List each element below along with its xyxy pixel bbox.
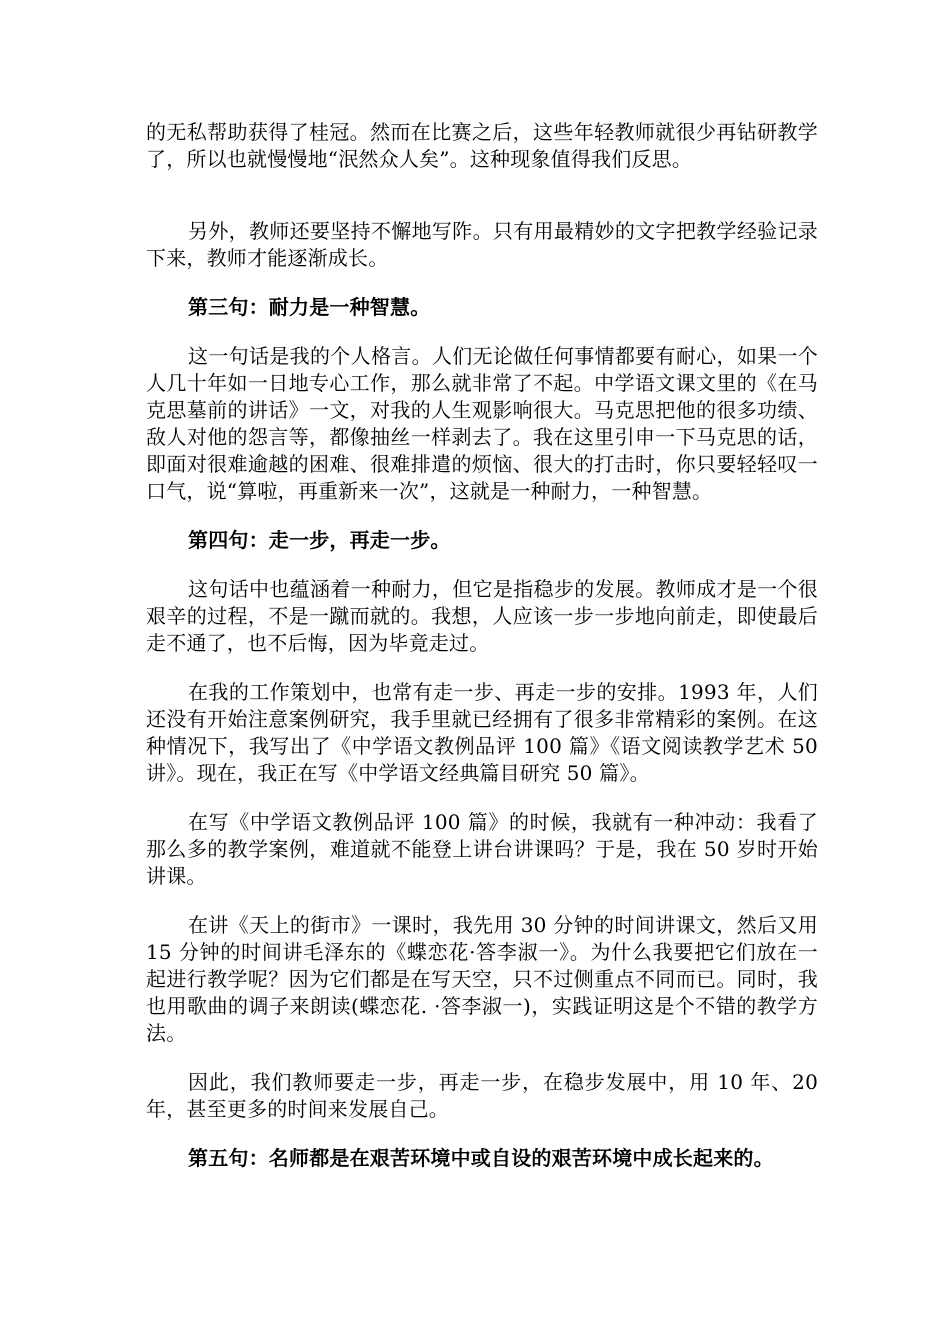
document-page [146,119,818,1172]
paragraph-steady-progress: 这句话中也蕴涵着一种耐力，但它是指稳步的发展。教师成才是一个很艰辛的过程，不是一蹴而就的。我想，人应该一步一步地向前走，即使最后走不通了，也不后悔，因为毕竟走过。 [146,577,818,655]
paragraph-work-plan: 在我的工作策划中，也常有走一步、再走一步的安排。1993 年，人们还没有开始注意案例研究，我手里就已经拥有了很多非常精彩的案例。在这种情况下，我写出了《中学语文教例品评 100 篇》《语文阅读教学艺术 50 讲》。现在，我正在写《中学语文经典篇目研究 50 篇》。 [146,680,818,785]
paragraph-start-teaching: 在写《中学语文教例品评 100 篇》的时候，我就有一种冲动：我看了那么多的教学案例，难道就不能登上讲台讲课吗？于是，我在 50 岁时开始讲课。 [146,810,818,888]
heading-fifth-sentence: 第五句：名师都是在艰苦环境中或自设的艰苦环境中成长起来的。 [188,1146,774,1170]
paragraph-lesson-example: 在讲《天上的街市》一课时，我先用 30 分钟的时间讲课文，然后又用 15 分钟的时间讲毛泽东的《蝶恋花·答李淑一》。为什么我要把它们放在一起进行教学呢？因为它们都是在写天空，只不过侧重点不同而已。同时，我也用歌曲的调子来朗读(蝶恋花. ·答李淑一)，实践证明这是个不错的教学方法。 [146,913,818,1045]
paragraph-patience: 这一句话是我的个人格言。人们无论做任何事情都要有耐心，如果一个人几十年如一日地专心工作，那么就非常了不起。中学语文课文里的《在马克思墓前的讲话》一文，对我的人生观影响很大。马克思把他的很多功绩、敌人对他的怨言等，都像抽丝一样剥去了。我在这里引申一下马克思的话，即面对很难逾越的困难、很难排遣的烦恼、很大的打击时，你只要轻轻叹一口气，说“算啦，再重新来一次”，这就是一种耐力，一种智慧。 [146,344,818,503]
heading-third-sentence: 第三句：耐力是一种智慧。 [188,295,431,319]
paragraph-continuation: 的无私帮助获得了桂冠。然而在比赛之后，这些年轻教师就很少再钻研教学了，所以也就慢慢地“泯然众人矣”。这种现象值得我们反思。 [146,120,818,171]
paragraph-writing: 另外，教师还要坚持不懈地写阼。只有用最精妙的文字把教学经验记录下来，教师才能逐渐成长。 [146,219,818,270]
paragraph-conclusion: 因此，我们教师要走一步，再走一步，在稳步发展中，用 10 年、20 年，甚至更多的时间来发展自己。 [146,1070,818,1121]
heading-fourth-sentence: 第四句：走一步，再走一步。 [188,528,451,552]
